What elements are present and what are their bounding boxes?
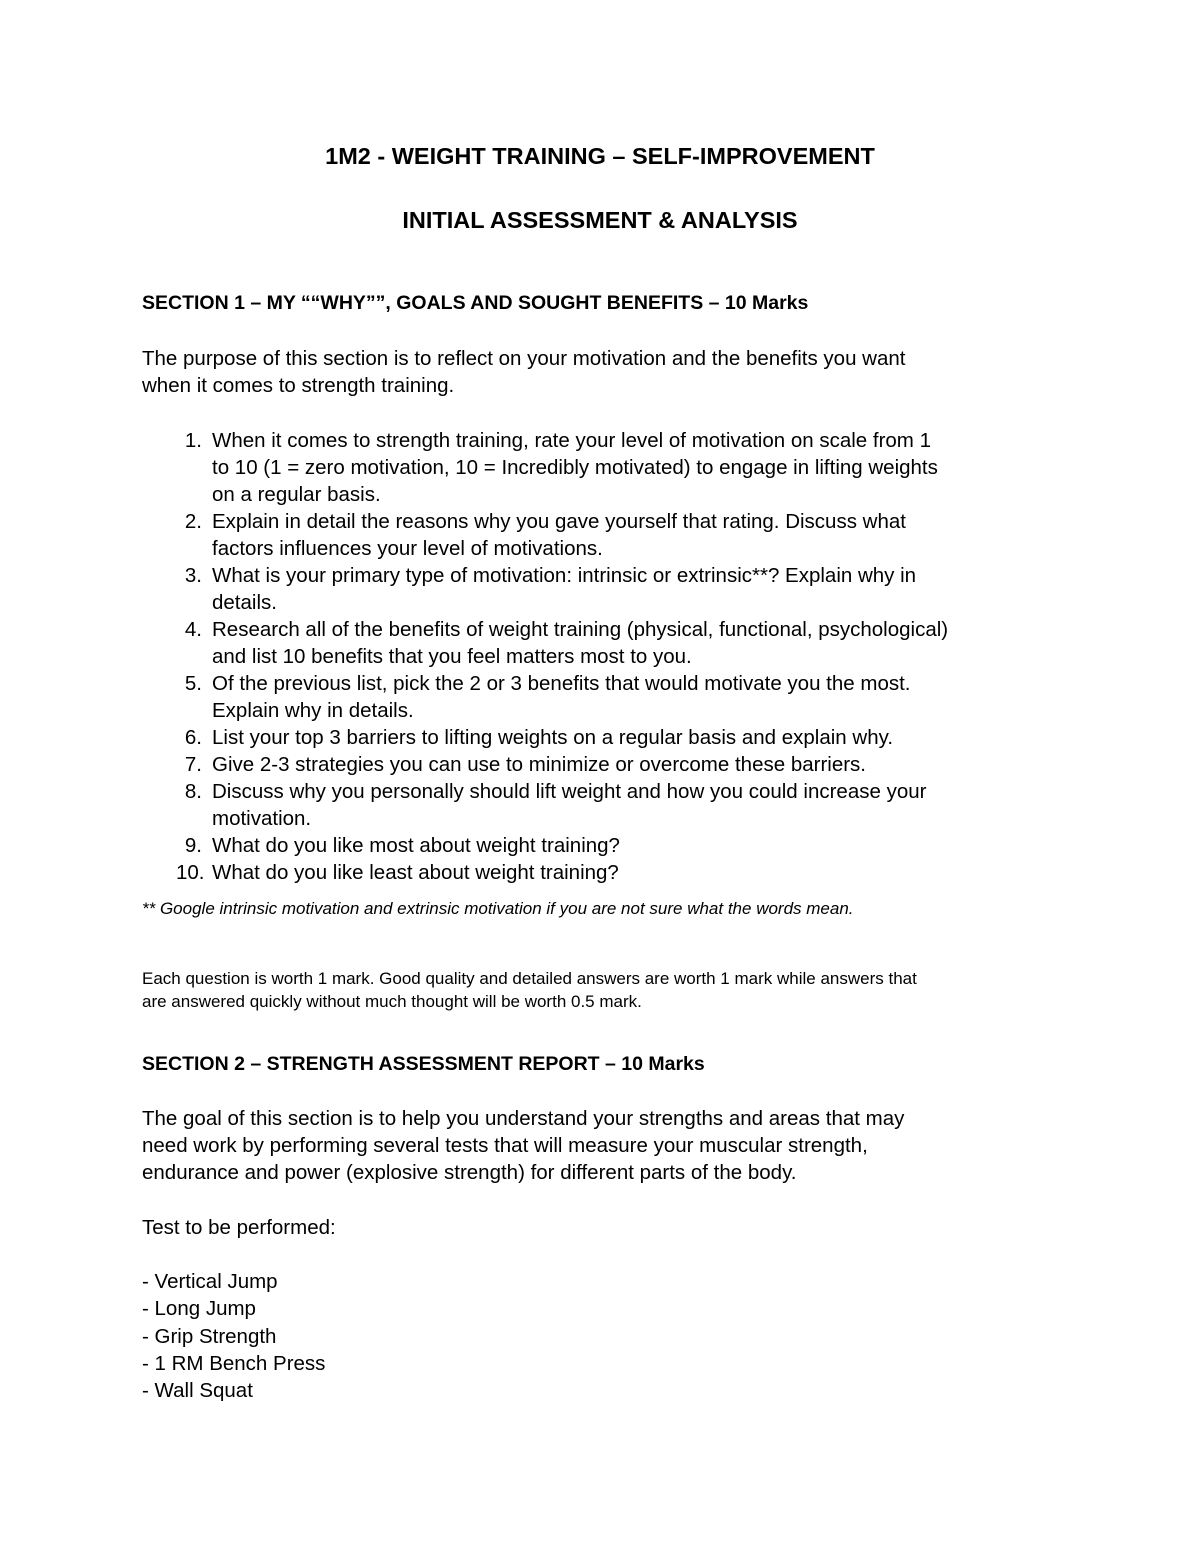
question-text: When it comes to strength training, rate your level of motivation on scale from 1 to 10 (1 = zero motivation, 10 = Incredibly motivated) to engage in lifting weights on a regular basis. <box>212 429 938 506</box>
tests-list <box>142 1268 325 1404</box>
section1-intro-line2: when it comes to strength training. <box>142 374 455 397</box>
question-item <box>142 832 1102 859</box>
section2-intro-line1: The goal of this section is to help you understand your strengths and areas that may <box>142 1107 905 1130</box>
question-text: List your top 3 barriers to lifting weights on a regular basis and explain why. <box>212 726 894 749</box>
question-number: 5. <box>184 672 202 695</box>
question-number: 2. <box>184 510 202 533</box>
document-title: 1M2 - WEIGHT TRAINING – SELF-IMPROVEMENT <box>325 143 875 169</box>
question-number: 6. <box>184 726 202 749</box>
question-text: What is your primary type of motivation: intrinsic or extrinsic**? Explain why in details. <box>212 564 917 614</box>
section2-intro-line2: need work by performing several tests that will measure your muscular strength, <box>142 1134 868 1157</box>
test-item: - Wall Squat <box>142 1379 253 1403</box>
test-item: - Long Jump <box>142 1297 256 1321</box>
tests-label: Test to be performed: <box>142 1216 336 1239</box>
question-item <box>142 427 1102 508</box>
test-item: - Vertical Jump <box>142 1270 278 1293</box>
question-number: 9. <box>184 834 202 857</box>
section2-intro-line3: endurance and power (explosive strength) for different parts of the body. <box>142 1161 797 1184</box>
question-number: 4. <box>184 618 202 641</box>
section1-intro-line1: The purpose of this section is to reflect on your motivation and the benefits you want <box>142 347 906 370</box>
question-text: Give 2-3 strategies you can use to minimize or overcome these barriers. <box>212 753 866 776</box>
question-item <box>142 751 1102 778</box>
question-number: 7. <box>184 753 202 776</box>
footnote: ** Google intrinsic motivation and extrinsic motivation if you are not sure what the words mean. <box>142 899 854 918</box>
question-item <box>142 859 1102 886</box>
question-number: 3. <box>184 564 202 587</box>
question-text: What do you like least about weight training? <box>212 861 619 884</box>
question-item <box>142 778 1102 832</box>
question-item <box>142 508 1102 562</box>
question-text: Explain in detail the reasons why you gave yourself that rating. Discuss what factors influences your level of motivations. <box>212 510 906 560</box>
test-item: - Grip Strength <box>142 1324 277 1348</box>
question-text: What do you like most about weight training? <box>212 834 620 857</box>
test-item: - 1 RM Bench Press <box>142 1351 326 1375</box>
marking-note-line1: Each question is worth 1 mark. Good quality and detailed answers are worth 1 mark while answers that <box>142 969 917 988</box>
section2-heading: SECTION 2 – STRENGTH ASSESSMENT REPORT – 10 Marks <box>142 1053 705 1075</box>
question-text: Research all of the benefits of weight training (physical, functional, psychological) and list 10 benefits that you feel matters most to you. <box>212 618 949 668</box>
section1-question-list <box>142 427 1102 886</box>
question-text: Of the previous list, pick the 2 or 3 benefits that would motivate you the most. Explain why in details. <box>212 672 911 722</box>
document-subtitle: INITIAL ASSESSMENT & ANALYSIS <box>402 207 798 233</box>
question-text: Discuss why you personally should lift weight and how you could increase your motivation. <box>212 780 927 830</box>
question-item <box>142 670 1102 724</box>
question-number: 10. <box>176 861 205 884</box>
question-number: 8. <box>184 780 202 803</box>
section1-heading: SECTION 1 – MY ““WHY””, GOALS AND SOUGHT BENEFITS – 10 Marks <box>142 292 809 314</box>
question-item <box>142 562 1102 616</box>
marking-note-line2: are answered quickly without much thought will be worth 0.5 mark. <box>142 992 642 1011</box>
question-number: 1. <box>184 429 202 452</box>
question-item <box>142 616 1102 670</box>
question-item <box>142 724 1102 751</box>
